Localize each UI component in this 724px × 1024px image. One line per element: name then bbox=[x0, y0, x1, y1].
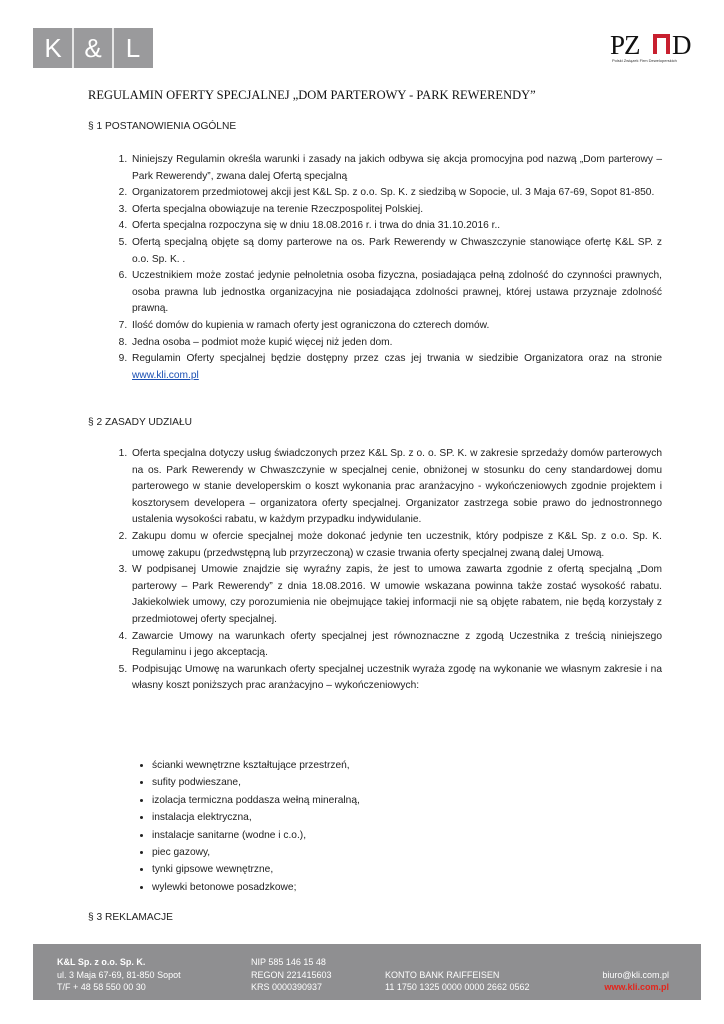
works-bullet-item: • izolacja termiczna poddasza wełną mineralną, bbox=[152, 792, 360, 809]
footer-company-address: ul. 3 Maja 67-69, 81-850 Sopot bbox=[57, 969, 181, 980]
website-link[interactable]: www.kli.com.pl bbox=[132, 369, 199, 381]
document-title: REGULAMIN OFERTY SPECJALNEJ „DOM PARTEROWY - PARK REWERENDY” bbox=[88, 88, 536, 102]
section-1-list bbox=[108, 152, 662, 384]
section-2-item: 2. Zakupu domu w ofercie specjalnej może dokonać jedynie ten uczestnik, który podpisze z K&L Sp. z o.o. Sp. K. umowę zakupu (przedwstępną lub przyrzeczoną) w czasie trwania oferty specjalnej zwaną dalej Umową. bbox=[130, 529, 662, 562]
section-2-list bbox=[108, 446, 662, 695]
works-bullet-item: • piec gazowy, bbox=[152, 844, 360, 861]
footer-company-name: K&L Sp. z o.o. Sp. K. bbox=[57, 957, 146, 967]
section-1-item: 4. Oferta specjalna rozpoczyna się w dniu 18.08.2016 r. i trwa do dnia 31.10.2016 r.. bbox=[130, 218, 662, 235]
footer-bank-account: 11 1750 1325 0000 0000 2662 0562 bbox=[385, 982, 530, 992]
works-bullet-list bbox=[130, 757, 360, 896]
page-footer bbox=[33, 944, 701, 1000]
section-2-item: 1. Oferta specjalna dotyczy usług świadczonych przez K&L Sp. z o. o. SP. K. w zakresie sprzedaży domów parterowych na os. Park Rewerendy w Chwaszczynie w specjalnej cenie, obniżonej w stosunku do ceny standardowej domu parterowego w stanie developerskim o koszt wykonania prac aranżacyjno - wykończeniowych zgodnie projektem i kosztorysem developera – organizatora oferty specjalnej. Organizator zastrzega sobie prawo do jednostronnego ustalenia wysokości rabatu, w każdym przypadku indywidulanie. bbox=[130, 446, 662, 529]
footer-bank-name: KONTO BANK RAIFFEISEN bbox=[385, 969, 500, 980]
section-2-item: 3. W podpisanej Umowie znajdzie się wyraźny zapis, że jest to umowa zawarta zgodnie z ofertą specjalną „Dom parterowy – Park Rewerendy” z dnia 18.08.2016. W umowie wskazana powinna także zostać wysokość rabatu. Jakiekolwiek umowy, czy porozumienia nie obejmujące takiej informacji nie są objęte rabatem, nie będą korzystały z przedmiotowej oferty specjalnej. bbox=[130, 562, 662, 628]
section-2-heading: § 2 ZASADY UDZIAŁU bbox=[88, 417, 192, 428]
section-1-item: 7. Ilość domów do kupienia w ramach oferty jest ograniczona do czterech domów. bbox=[130, 318, 662, 335]
works-bullet-item: • instalacja elektryczna, bbox=[152, 809, 360, 826]
pzfd-logo bbox=[608, 30, 698, 70]
footer-website: www.kli.com.pl bbox=[604, 982, 669, 992]
works-bullet-item: • sufity podwieszane, bbox=[152, 774, 360, 791]
section-1-item: 2. Organizatorem przedmiotowej akcji jest K&L Sp. z o.o. Sp. K. z siedzibą w Sopocie, ul. 3 Maja 67-69, Sopot 81-850. bbox=[130, 185, 662, 202]
footer-email: biuro@kli.com.pl bbox=[602, 969, 669, 980]
section-2-item: 5. Podpisując Umowę na warunkach oferty specjalnej uczestnik wyraża zgodę na wykonanie we własnym zakresie i na własny koszt poniższych prac aranżacyjno – wykończeniowych: bbox=[130, 662, 662, 695]
svg-text:D: D bbox=[672, 30, 692, 60]
footer-krs: KRS 0000390937 bbox=[251, 982, 323, 992]
footer-regon: REGON 221415603 bbox=[251, 969, 332, 980]
section-1-item bbox=[130, 351, 662, 384]
kl-logo-letter-k: K bbox=[44, 33, 62, 63]
section-2-item: 4. Zawarcie Umowy na warunkach oferty specjalnej jest równoznaczne z zgodą Uczestnika z treścią niniejszego Regulaminu i jego akceptacją. bbox=[130, 629, 662, 662]
section-1-item: 6. Uczestnikiem może zostać jedynie pełnoletnia osoba fizyczna, posiadająca pełną zdolność do czynności prawnych, osoba prawna lub jednostka organizacyjna nie posiadająca zdolności prawnej, której ustawa przyznaje zdolność prawną. bbox=[130, 268, 662, 318]
section-1-item: 5. Ofertą specjalną objęte są domy parterowe na os. Park Rewerendy w Chwaszczynie stanowiące ofertę K&L SP. z o.o. Sp. K. . bbox=[130, 235, 662, 268]
footer-contact-block bbox=[602, 969, 669, 994]
footer-company-phone: T/F + 48 58 550 00 30 bbox=[57, 982, 146, 992]
section-1-item: 3. Oferta specjalna obowiązuje na terenie Rzeczpospolitej Polskiej. bbox=[130, 202, 662, 219]
kl-logo-letter-l: L bbox=[125, 33, 141, 63]
svg-text:PZ: PZ bbox=[610, 30, 640, 60]
footer-nip: NIP 585 146 15 48 bbox=[251, 957, 326, 967]
section-1-item: 8. Jedna osoba – podmiot może kupić więcej niż jeden dom. bbox=[130, 335, 662, 352]
works-bullet-item: • tynki gipsowe wewnętrzne, bbox=[152, 861, 360, 878]
section-1-heading: § 1 POSTANOWIENIA OGÓLNE bbox=[88, 121, 237, 132]
section-1-item: 1. Niniejszy Regulamin określa warunki i zasady na jakich odbywa się akcja promocyjna pod nazwą „Dom parterowy – Park Rewerendy”, zwana dalej Ofertą specjalną bbox=[130, 152, 662, 185]
kl-logo-letter-amp: & bbox=[84, 33, 102, 63]
footer-bank-block bbox=[385, 969, 529, 994]
works-bullet-item: • ścianki wewnętrzne kształtujące przestrzeń, bbox=[152, 757, 360, 774]
section-3-heading: § 3 REKLAMACJE bbox=[88, 912, 173, 923]
pzfd-logo-subtitle: Polski Związek Firm Deweloperskich bbox=[612, 58, 677, 63]
kl-logo bbox=[33, 28, 153, 68]
section-1-item-9-text: Regulamin Oferty specjalnej będzie dostępny przez czas jej trwania w siedzibie Organizatora oraz na stronie bbox=[132, 353, 662, 365]
works-bullet-item: • wylewki betonowe posadzkowe; bbox=[152, 879, 360, 896]
footer-company-block bbox=[57, 956, 181, 994]
works-bullet-item: • instalacje sanitarne (wodne i c.o.), bbox=[152, 827, 360, 844]
footer-registry-block bbox=[251, 956, 332, 994]
